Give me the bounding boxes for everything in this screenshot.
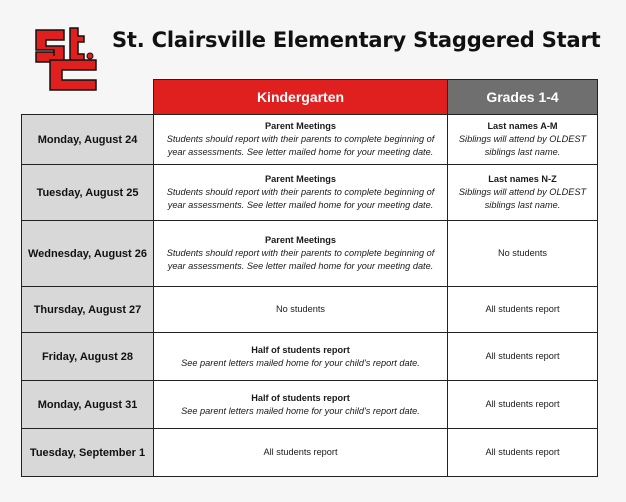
kindergarten-plain-text: No students (275, 304, 326, 314)
kindergarten-italic-text: See parent letters mailed home for your child's report date. (181, 357, 420, 368)
kindergarten-cell (154, 287, 448, 333)
page-title: St. Clairsville Elementary Staggered Start (112, 28, 601, 52)
grades-column-header: Grades 1-4 (448, 80, 598, 115)
day-cell: Friday, August 28 (22, 333, 154, 381)
day-cell: Thursday, August 27 (22, 287, 154, 333)
grades-plain-text: All students report (485, 304, 560, 314)
day-cell: Monday, August 24 (22, 115, 154, 165)
day-cell: Tuesday, September 1 (22, 429, 154, 477)
kindergarten-bold-text: Parent Meetings (265, 121, 336, 131)
table-row (22, 287, 598, 333)
grades-cell (448, 221, 598, 287)
table-corner (22, 80, 154, 115)
grades-plain-text: All students report (485, 447, 560, 457)
kindergarten-italic-text: Students should report with their parents to complete beginning of year assessments. See letter mailed home for your meeting date. (166, 187, 435, 210)
day-cell: Monday, August 31 (22, 381, 154, 429)
table-row (22, 165, 598, 221)
grades-cell (448, 333, 598, 381)
kindergarten-italic-text: Students should report with their parents to complete beginning of year assessments. See letter mailed home for your meeting date. (166, 134, 435, 157)
grades-italic-text: Siblings will attend by OLDEST siblings last name. (458, 187, 587, 210)
staggered-start-table (21, 79, 598, 477)
grades-cell (448, 165, 598, 221)
grades-bold-text: Last names N-Z (488, 174, 557, 184)
kindergarten-plain-text: All students report (263, 447, 338, 457)
day-cell: Tuesday, August 25 (22, 165, 154, 221)
table-row (22, 221, 598, 287)
kindergarten-italic-text: Students should report with their parents to complete beginning of year assessments. See letter mailed home for your meeting date. (166, 248, 435, 271)
kindergarten-bold-text: Half of students report (251, 344, 350, 355)
kindergarten-bold-text: Parent Meetings (265, 235, 336, 245)
grades-cell (448, 115, 598, 165)
kindergarten-cell (154, 165, 448, 221)
table-row (22, 429, 598, 477)
kindergarten-cell (154, 115, 448, 165)
kindergarten-cell (154, 429, 448, 477)
grades-bold-text: Last names A-M (487, 121, 558, 131)
kindergarten-cell (154, 333, 448, 381)
grades-cell (448, 287, 598, 333)
grades-plain-text: No students (497, 248, 548, 258)
table-row (22, 381, 598, 429)
table-row (22, 333, 598, 381)
grades-italic-text: Siblings will attend by OLDEST siblings last name. (458, 134, 587, 157)
kindergarten-cell (154, 381, 448, 429)
kindergarten-cell (154, 221, 448, 287)
kindergarten-column-header: Kindergarten (154, 80, 448, 115)
kindergarten-italic-text: See parent letters mailed home for your child's report date. (181, 405, 420, 416)
grades-cell (448, 381, 598, 429)
grades-plain-text: All students report (485, 351, 560, 361)
grades-cell (448, 429, 598, 477)
kindergarten-bold-text: Half of students report (251, 392, 350, 403)
kindergarten-bold-text: Parent Meetings (265, 174, 336, 184)
day-cell: Wednesday, August 26 (22, 221, 154, 287)
table-row (22, 115, 598, 165)
grades-plain-text: All students report (485, 399, 560, 409)
